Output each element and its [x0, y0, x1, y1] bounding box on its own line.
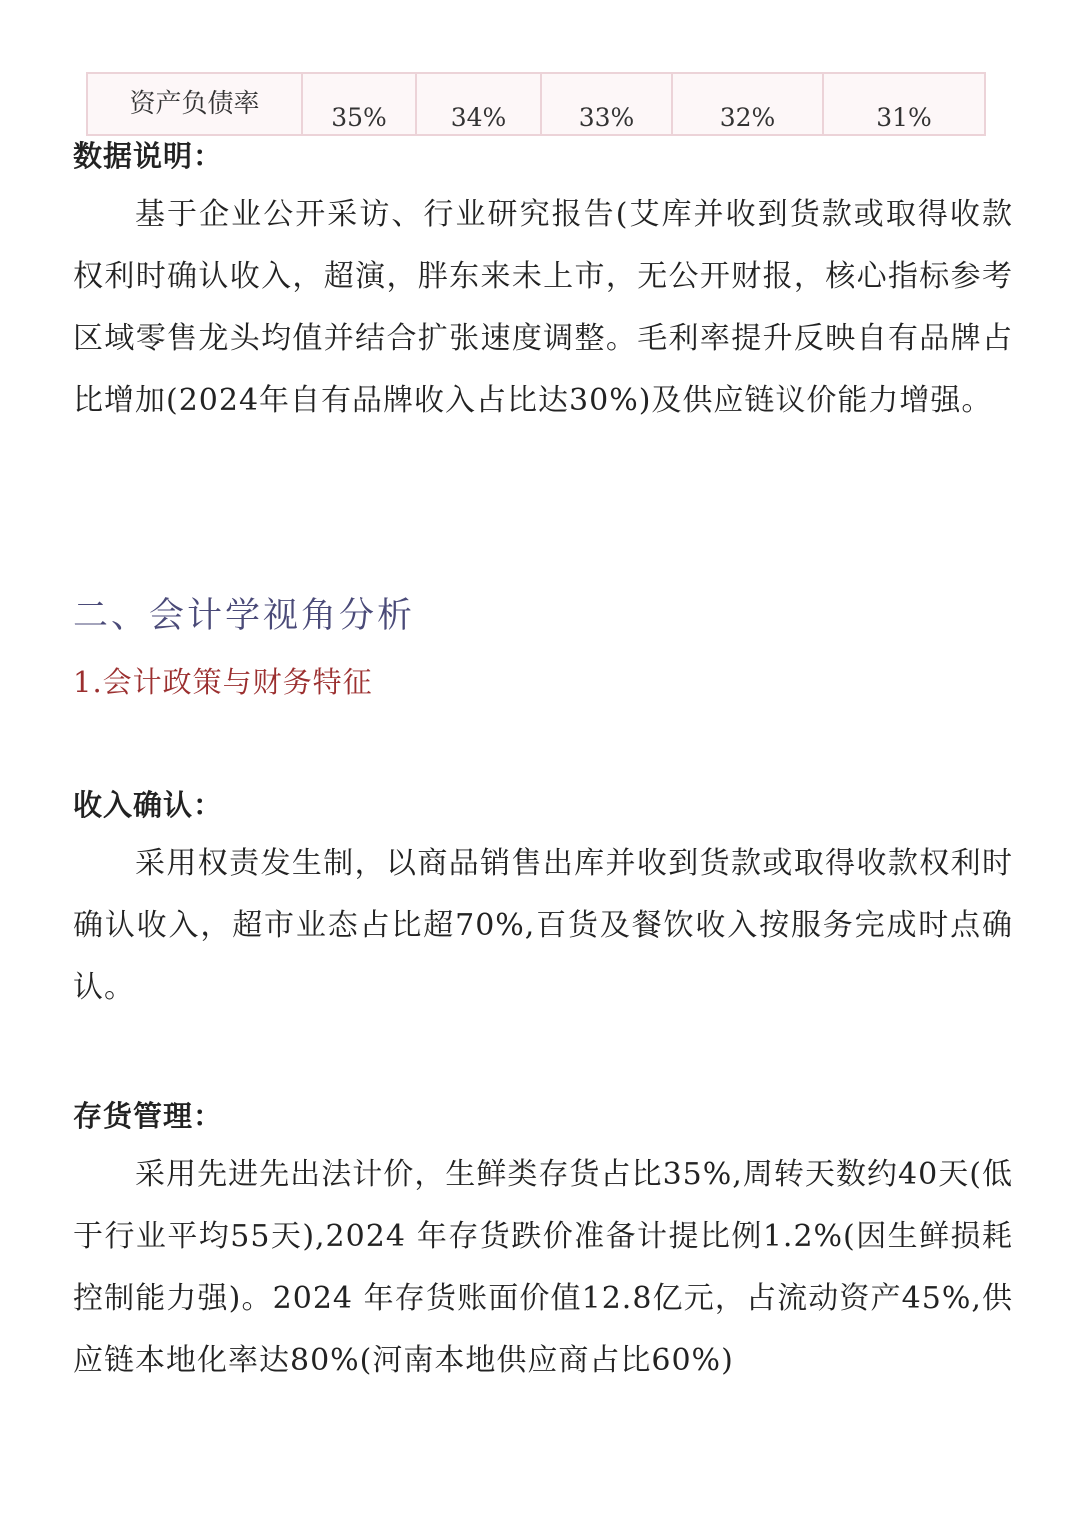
table-row — [87, 73, 985, 135]
table-cell: 35% — [302, 73, 416, 135]
revenue-recognition-paragraph: 采用权责发生制，以商品销售出库并收到货款或取得收款权利时确认收入，超市业态占比超70%,百货及餐饮收入按服务完成时点确认。 — [73, 846, 1013, 1005]
inventory-management-label: 存货管理： — [73, 1099, 224, 1133]
table-cell: 33% — [541, 73, 672, 135]
row-label-debt-ratio: 资产负债率 — [87, 73, 302, 135]
revenue-recognition-label: 收入确认： — [73, 788, 224, 822]
table-cell: 31% — [823, 73, 985, 135]
table-cell: 32% — [672, 73, 823, 135]
data-note-paragraph: 基于企业公开采访、行业研究报告(艾库并收到货款或取得收款权利时确认收入，超演，胖东来未上市，无公开财报，核心指标参考区域零售龙头均值并结合扩张速度调整。毛利率提升反映自有品牌占比增加(2024年自有品牌收入占比达30%)及供应链议价能力增强。 — [73, 197, 1013, 418]
financial-table-fragment — [86, 72, 986, 136]
table-cell: 34% — [416, 73, 541, 135]
data-note-label: 数据说明： — [73, 139, 224, 173]
inventory-management-paragraph: 采用先进先出法计价，生鲜类存货占比35%,周转天数约40天(低于行业平均55天),2024 年存货跌价准备计提比例1.2%(因生鲜损耗控制能力强)。2024 年存货账面价值12.8亿元，占流动资产45%,供应链本地化率达80%(河南本地供应商占比60%) — [73, 1157, 1013, 1378]
section-heading: 二、会计学视角分析 — [73, 596, 416, 636]
subsection-heading: 1.会计政策与财务特征 — [73, 665, 373, 699]
